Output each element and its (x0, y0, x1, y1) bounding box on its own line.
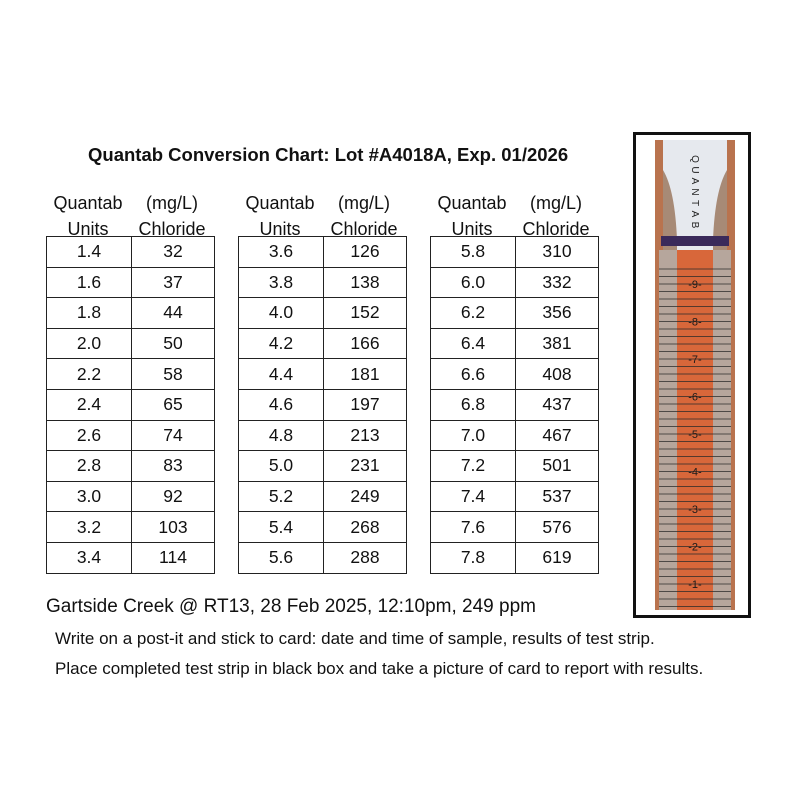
table-row (431, 481, 599, 512)
chloride-cell: 249 (324, 481, 407, 512)
brand-letter: N (689, 188, 700, 196)
brand-letter: T (689, 199, 700, 207)
units-cell: 3.8 (239, 267, 324, 298)
chloride-header-line2: Chloride (522, 219, 590, 239)
units-cell: 5.2 (239, 481, 324, 512)
chloride-cell: 501 (516, 451, 599, 482)
table-row (239, 298, 407, 329)
brand-letter: A (689, 177, 700, 185)
chloride-header (322, 190, 406, 242)
units-cell: 2.0 (47, 328, 132, 359)
table-row (47, 542, 215, 573)
units-header-line1: Quantab (53, 193, 123, 213)
units-header-line2: Units (67, 219, 109, 239)
units-cell: 2.4 (47, 389, 132, 420)
scale-label: -7- (688, 354, 702, 366)
units-header-line2: Units (451, 219, 493, 239)
chloride-cell: 619 (516, 542, 599, 573)
table-row (431, 298, 599, 329)
chart-title: Quantab Conversion Chart: Lot #A4018A, Exp. 01/2026 (88, 144, 569, 165)
units-cell: 1.4 (47, 237, 132, 268)
units-cell: 6.8 (431, 389, 516, 420)
table-row (239, 389, 407, 420)
units-cell: 2.2 (47, 359, 132, 390)
chloride-cell: 166 (324, 328, 407, 359)
chloride-header-line1: (mg/L) (529, 193, 582, 213)
chloride-cell: 356 (516, 298, 599, 329)
units-cell: 3.0 (47, 481, 132, 512)
brand-letter: A (689, 210, 700, 218)
table-row (47, 420, 215, 451)
chloride-cell: 288 (324, 542, 407, 573)
chloride-cell: 197 (324, 389, 407, 420)
table-row (431, 420, 599, 451)
chloride-cell: 576 (516, 512, 599, 543)
units-cell: 4.4 (239, 359, 324, 390)
units-cell: 4.0 (239, 298, 324, 329)
table-row (47, 237, 215, 268)
chloride-cell: 268 (324, 512, 407, 543)
scale-label: -1- (688, 579, 702, 591)
table-row (47, 267, 215, 298)
chloride-cell: 138 (324, 267, 407, 298)
units-cell: 3.4 (47, 542, 132, 573)
table-row (431, 328, 599, 359)
table-row (239, 542, 407, 573)
scale-label: -8- (688, 316, 702, 329)
units-cell: 7.4 (431, 481, 516, 512)
table-row (47, 451, 215, 482)
chloride-cell: 126 (324, 237, 407, 268)
chloride-cell: 32 (132, 237, 215, 268)
table-row (239, 420, 407, 451)
units-header-line1: Quantab (437, 193, 507, 213)
chloride-cell: 103 (132, 512, 215, 543)
units-header (46, 190, 130, 242)
chloride-cell: 467 (516, 420, 599, 451)
table-row (431, 267, 599, 298)
table-row (431, 512, 599, 543)
table-row (239, 237, 407, 268)
table-row (239, 328, 407, 359)
units-cell: 2.8 (47, 451, 132, 482)
table-row (431, 237, 599, 268)
chloride-cell: 408 (516, 359, 599, 390)
units-cell: 4.8 (239, 420, 324, 451)
table-row (47, 328, 215, 359)
units-cell: 5.8 (431, 237, 516, 268)
units-cell: 2.6 (47, 420, 132, 451)
conversion-table-3 (430, 236, 599, 574)
table-row (431, 389, 599, 420)
chloride-cell: 44 (132, 298, 215, 329)
scale-label: -2- (688, 541, 702, 554)
chloride-cell: 74 (132, 420, 215, 451)
chloride-cell: 213 (324, 420, 407, 451)
chloride-cell: 310 (516, 237, 599, 268)
chloride-cell: 152 (324, 298, 407, 329)
units-header (430, 190, 514, 242)
scale-label: -6- (688, 391, 702, 404)
chloride-cell: 65 (132, 389, 215, 420)
units-cell: 5.4 (239, 512, 324, 543)
units-cell: 5.0 (239, 451, 324, 482)
units-cell: 7.0 (431, 420, 516, 451)
conversion-table-2 (238, 236, 407, 574)
headers-table-2 (238, 190, 406, 242)
units-cell: 7.2 (431, 451, 516, 482)
table-row (47, 298, 215, 329)
chloride-cell: 537 (516, 481, 599, 512)
units-cell: 6.4 (431, 328, 516, 359)
chloride-cell: 181 (324, 359, 407, 390)
table-row (47, 359, 215, 390)
table-row (47, 389, 215, 420)
chloride-cell: 114 (132, 542, 215, 573)
brand-letter: U (689, 166, 700, 174)
chloride-cell: 231 (324, 451, 407, 482)
test-strip-photo (655, 140, 735, 610)
chloride-header-line2: Chloride (330, 219, 398, 239)
units-cell: 7.6 (431, 512, 516, 543)
scale-label: -3- (688, 504, 702, 516)
headers-table-1 (46, 190, 214, 242)
table-row (431, 359, 599, 390)
chloride-cell: 83 (132, 451, 215, 482)
sample-note: Gartside Creek @ RT13, 28 Feb 2025, 12:10pm, 249 ppm (46, 596, 536, 617)
chloride-cell: 58 (132, 359, 215, 390)
units-cell: 7.8 (431, 542, 516, 573)
table-row (239, 451, 407, 482)
headers-table-3 (430, 190, 598, 242)
chloride-cell: 50 (132, 328, 215, 359)
units-cell: 5.6 (239, 542, 324, 573)
units-cell: 1.8 (47, 298, 132, 329)
table-row (239, 481, 407, 512)
chloride-header (130, 190, 214, 242)
chloride-header-line1: (mg/L) (337, 193, 390, 213)
chloride-cell: 37 (132, 267, 215, 298)
units-header-line1: Quantab (245, 193, 315, 213)
scale-label: -5- (688, 429, 702, 441)
chloride-cell: 437 (516, 389, 599, 420)
units-header-line2: Units (259, 219, 301, 239)
table-row (239, 267, 407, 298)
table-row (239, 359, 407, 390)
scale-label: -4- (688, 466, 702, 479)
table-row (431, 451, 599, 482)
units-cell: 4.6 (239, 389, 324, 420)
units-cell: 6.6 (431, 359, 516, 390)
scale-label: -9- (688, 279, 702, 291)
table-row (431, 542, 599, 573)
completion-band (661, 236, 729, 246)
brand-letter: B (689, 221, 700, 229)
chloride-header (514, 190, 598, 242)
units-cell: 3.2 (47, 512, 132, 543)
table-row (47, 481, 215, 512)
chloride-cell: 381 (516, 328, 599, 359)
chloride-header-line1: (mg/L) (145, 193, 198, 213)
instruction-line-1: Write on a post-it and stick to card: date and time of sample, results of test strip. (55, 629, 655, 648)
chloride-header-line2: Chloride (138, 219, 206, 239)
units-cell: 3.6 (239, 237, 324, 268)
units-cell: 6.0 (431, 267, 516, 298)
chloride-cell: 332 (516, 267, 599, 298)
chloride-cell: 92 (132, 481, 215, 512)
units-header (238, 190, 322, 242)
units-cell: 1.6 (47, 267, 132, 298)
units-cell: 6.2 (431, 298, 516, 329)
table-row (47, 512, 215, 543)
instruction-line-2: Place completed test strip in black box and take a picture of card to report with results. (55, 659, 704, 678)
brand-letter: Q (689, 155, 700, 163)
units-cell: 4.2 (239, 328, 324, 359)
conversion-table-1 (46, 236, 215, 574)
table-row (239, 512, 407, 543)
